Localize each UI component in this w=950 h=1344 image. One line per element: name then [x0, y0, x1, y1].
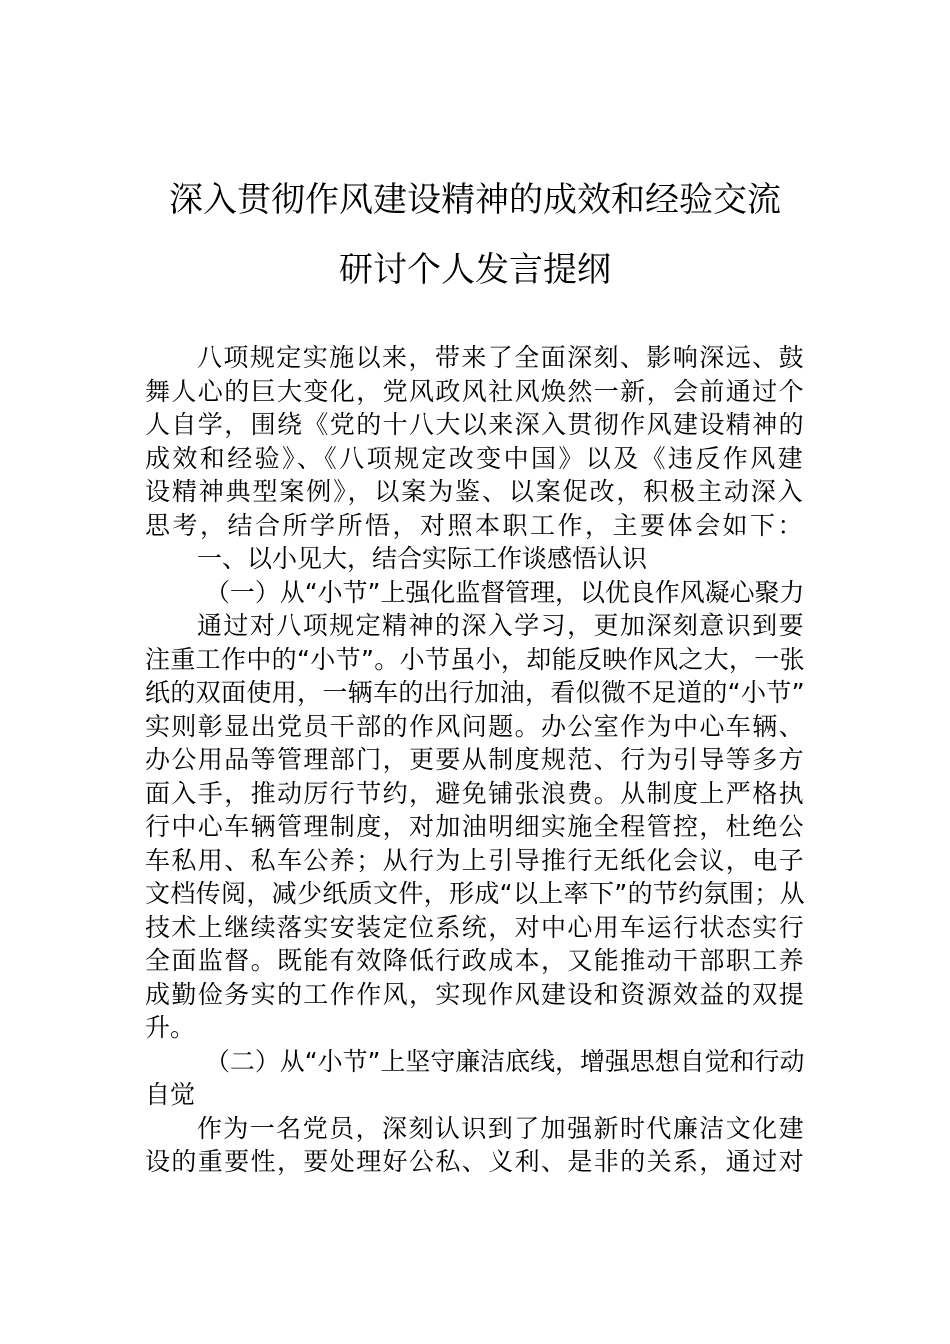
- body-text-line: 升。: [145, 1013, 196, 1042]
- body-text-line: 面入手，推动厉行节约，避免铺张浪费。从制度上严格执: [145, 778, 806, 808]
- body-text-line: 车私用、私车公养；从行为上引导推行无纸化会议，电子: [145, 845, 806, 875]
- body-text-line: 作为一名党员，深刻认识到了加强新时代廉洁文化建: [197, 1113, 806, 1143]
- body-text-line: 行中心车辆管理制度，对加油明细实施全程管控，杜绝公: [145, 812, 806, 841]
- body-text-line: 自觉: [145, 1080, 196, 1109]
- body-text-line: 人自学，围绕《党的十八大以来深入贯彻作风建设精神的: [145, 410, 806, 439]
- document-title-line-1: 深入贯彻作风建设精神的成效和经验交流: [169, 180, 781, 220]
- body-text-line: 舞人心的巨大变化，党风政风社风焕然一新，会前通过个: [145, 376, 806, 406]
- body-text-line: 办公用品等管理部门，更要从制度规范、行为引导等多方: [145, 745, 806, 774]
- body-text-line: 通过对八项规定精神的深入学习，更加深刻意识到要: [197, 611, 806, 640]
- body-text-line: 设的重要性，要处理好公私、义利、是非的关系，通过对: [145, 1147, 806, 1176]
- body-text-line: 八项规定实施以来，带来了全面深刻、影响深远、鼓: [197, 343, 806, 372]
- body-text-line: 实则彰显出党员干部的作风问题。办公室作为中心车辆、: [145, 711, 806, 741]
- body-text-line: 注重工作中的“小节”。小节虽小，却能反映作风之大，一张: [145, 644, 805, 674]
- body-text-line: 成效和经验》、《八项规定改变中国》以及《违反作风建: [145, 443, 806, 473]
- document-title-line-2: 研讨个人发言提纲: [339, 250, 611, 290]
- body-text-line: （一）从“小节”上强化监督管理，以优良作风凝心聚力: [205, 577, 805, 607]
- body-text-line: 纸的双面使用，一辆车的出行加油，看似微不足道的“小节”: [145, 678, 805, 707]
- body-text-line: 技术上继续落实安装定位系统，对中心用车运行状态实行: [145, 912, 806, 942]
- body-text-line: 一、以小见大，结合实际工作谈感悟认识: [197, 544, 648, 573]
- body-text-line: 思考，结合所学所悟，对照本职工作，主要体会如下：: [145, 510, 806, 540]
- body-text-line: （二）从“小节”上坚守廉洁底线，增强思想自觉和行动: [205, 1046, 805, 1076]
- body-text-line: 设精神典型案例》，以案为鉴、以案促改，积极主动深入: [145, 477, 805, 506]
- body-text-line: 全面监督。既能有效降低行政成本，又能推动干部职工养: [145, 946, 806, 975]
- document-body: [145, 341, 805, 1179]
- body-text-line: 文档传阅，减少纸质文件，形成“以上率下”的节约氛围；从: [145, 879, 805, 908]
- body-text-line: 成勤俭务实的工作作风，实现作风建设和资源效益的双提: [145, 979, 806, 1009]
